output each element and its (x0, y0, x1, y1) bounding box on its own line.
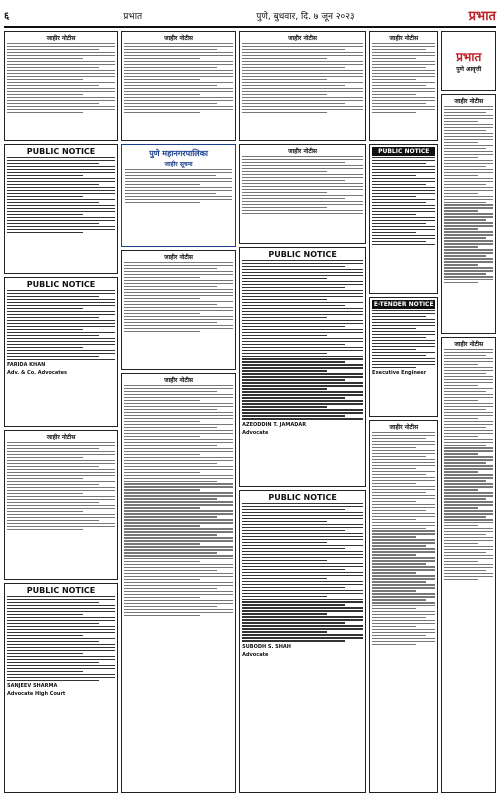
pmc-subtitle: जाहीर सूचना (164, 161, 193, 168)
notice-text (7, 290, 115, 360)
notice-heading: जाहीर नोटीस (389, 35, 419, 42)
notice-heading: PUBLIC NOTICE (372, 147, 435, 156)
notice-heading: जाहीर नोटीस (164, 35, 193, 42)
notice-box (239, 31, 366, 141)
notice-box (369, 420, 438, 793)
notice-text (242, 43, 363, 113)
notice-box (239, 144, 366, 244)
notice-text (372, 432, 435, 645)
notice-heading: PUBLIC NOTICE (26, 586, 96, 595)
advocate-sub: Advocate High Court (7, 690, 66, 697)
notice-heading: जाहीर नोटीस (164, 377, 193, 384)
notice-heading: जाहीर नोटीस (164, 254, 193, 261)
etender-heading: E-TENDER NOTICE (373, 301, 434, 308)
notice-heading: PUBLIC NOTICE (26, 280, 96, 289)
notice-text (124, 385, 233, 616)
paper-name: प्रभात (123, 11, 143, 22)
notice-box (121, 31, 236, 141)
notice-box (369, 31, 438, 141)
notice-text (372, 310, 435, 368)
notice-text (444, 106, 493, 283)
etender-box (369, 297, 438, 417)
column-5 (441, 31, 496, 793)
advocate-name: FARIDA KHAN (7, 362, 46, 369)
column-1 (4, 31, 118, 793)
page-number: ६ (4, 11, 10, 22)
notice-text (124, 262, 233, 332)
notice-box (4, 430, 118, 580)
notice-text (372, 43, 435, 113)
notice-box (239, 247, 366, 487)
notice-heading: जाहीर नोटीस (288, 148, 317, 155)
notice-heading: PUBLIC NOTICE (268, 493, 337, 502)
notice-box (4, 277, 118, 427)
notice-text (242, 156, 363, 214)
advocate-sub: Advocate (242, 651, 269, 658)
advocate-name: SANJEEV SHARMA (7, 682, 58, 689)
advocate-name: SUBODH S. SHAH (242, 643, 291, 650)
notice-grid (4, 31, 496, 793)
masthead (4, 4, 496, 28)
notice-heading: जाहीर नोटीस (46, 35, 76, 42)
notice-box (4, 583, 118, 793)
advocate-sub: Adv. & Co. Advocates (7, 370, 68, 377)
notice-box (121, 250, 236, 370)
notice-text (7, 157, 115, 233)
notice-text (242, 260, 363, 420)
notice-text (444, 349, 493, 580)
right-tag: प्रभात (468, 9, 496, 24)
notice-box (4, 31, 118, 141)
notice-text (372, 157, 435, 245)
notice-box (441, 94, 496, 334)
etender-signatory: Executive Engineer (372, 370, 427, 377)
brand-box (441, 31, 496, 91)
advocate-sub: Advocate (242, 429, 269, 436)
notice-box (239, 490, 366, 793)
notice-box (369, 144, 438, 294)
notice-heading: PUBLIC NOTICE (268, 250, 337, 259)
brand-logo: प्रभात (456, 50, 482, 64)
notice-text (242, 503, 363, 642)
notice-text (124, 43, 233, 113)
pmc-title: पुणे महानगरपालिका (149, 149, 208, 158)
notice-box (121, 373, 236, 793)
notice-heading: जाहीर नोटीस (454, 341, 484, 348)
date-line: पुणे, बुधवार, दि. ७ जून २०२३ (256, 11, 355, 22)
column-2 (121, 31, 236, 793)
notice-text (7, 43, 115, 113)
notice-box (4, 144, 118, 274)
notice-heading: जाहीर नोटीस (454, 98, 484, 105)
notice-box (441, 337, 496, 793)
pmc-banner (121, 144, 236, 247)
column-3 (239, 31, 366, 793)
column-4 (369, 31, 438, 793)
notice-text (7, 596, 115, 681)
brand-sub: पुणे आवृत्ती (456, 66, 482, 73)
notice-heading: जाहीर नोटीस (389, 424, 419, 431)
notice-heading: जाहीर नोटीस (288, 35, 317, 42)
notice-heading: जाहीर नोटीस (46, 434, 76, 441)
advocate-name: AZEODDIN T. JAMADAR (242, 421, 307, 428)
notice-text (125, 169, 232, 203)
notice-text (7, 442, 115, 530)
notice-heading: PUBLIC NOTICE (26, 147, 96, 156)
